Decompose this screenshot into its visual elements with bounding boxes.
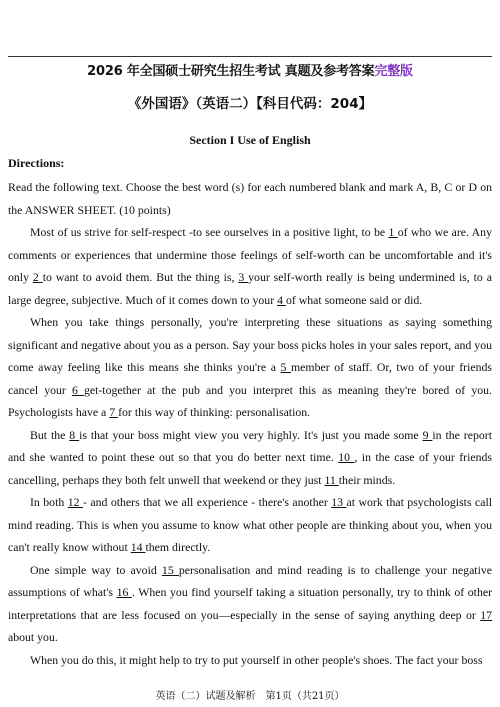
text-run: to want to avoid them. But the thing is, [42,270,239,284]
text-run: Most of us strive for self-respect -to see ourselves in a positive light, to be [30,225,389,239]
blank-17: 17 [480,607,492,622]
blank-1: 1 [388,225,398,239]
text-run: When you take things personally, you're interpreting these situations as saying something significant and negative about you as a person. Say your boss picks holes in your sales report, and you come away feeling like this means she thinks you're a [8,315,492,374]
title-main: 2026 年全国硕士研究生招生考试 真题及参考答案 [87,64,375,79]
text-run: of what someone said or did. [285,292,423,307]
paragraph-5 [8,559,492,649]
blank-9: 9 [422,427,433,442]
text-run: at work that psychologists call mind reading. This is when you assume to know what other people are thinking about you, when you can't really know without [8,495,493,554]
text-run: member of staff. Or, two of your friends cancel your [8,360,492,397]
text-run: , in the case of your friends cancelling, perhaps they both felt unwell that weekend or they just [8,450,492,487]
blank-11: 11 [324,472,339,487]
passage-body [8,176,492,671]
text-run: personalisation and mind reading is to challenge your negative assumptions of what's [8,562,492,599]
blank-7: 7 [109,405,119,419]
paragraph-1 [8,221,492,311]
title-highlight: 完整版 [374,64,413,79]
blank-5: 5 [280,360,291,374]
text-run: them directly. [145,540,211,554]
paragraph-3 [8,424,492,492]
section-title: Section I Use of English [189,133,311,147]
text-run: of who we are. Any comments or experiences that undermine those feelings of self-worth can be uncomfortable and it's only [8,225,492,284]
text-run: get-together at the pub and you interpret this as meaning they're bored of you. Psychologists have a [8,382,492,419]
text-run: their minds. [338,472,396,487]
blank-2: 2 [32,270,43,284]
blank-8: 8 [69,427,80,442]
document-subtitle: 《外国语》（英语二）【科目代码：204】 [127,96,373,112]
text-run: about you. [8,630,58,644]
document-title [0,60,500,79]
paragraph-6: When you do this, it might help to try to put yourself in other people's shoes. The fact your boss [30,652,483,667]
text-run: is that your boss might view you very highly. It's just you made some [79,427,423,442]
text-run: your self-worth really is being undermined is, to a large degree, subjective. Much of it comes down to your [8,270,492,307]
text-run: - and others that we all experience - there's another [82,495,332,509]
blank-3: 3 [238,270,249,284]
paragraph-4 [8,491,492,559]
page-footer: 英语（二）试题及解析 第1页（共21页） [155,691,345,702]
text-run: But the [30,427,70,442]
directions-text: Read the following text. Choose the best word (s) for each numbered blank and mark A, B, C or D on the ANSWER SHEET. (10 points) [8,180,492,217]
blank-12: 12 [67,495,83,509]
text-run: In both [30,495,68,509]
text-run: in the report and she wanted to point these out so that you do better next time. [8,427,492,464]
blank-15: 15 [161,562,179,577]
text-run: for this way of thinking: personalisation. [118,405,311,419]
blank-14: 14 [130,540,146,554]
paragraph-2 [8,311,492,424]
blank-13: 13 [331,495,347,509]
text-run: One simple way to avoid [30,562,162,577]
text-run: . When you find yourself taking a situation personally, try to think of other interpretations that are less focused on you—especially in the sense of saying anything deep or [8,585,493,622]
blank-16: 16 [116,585,132,599]
blank-4: 4 [277,292,286,307]
blank-10: 10 [338,450,355,464]
directions-label: Directions: [8,156,65,170]
header-rule [8,56,492,57]
blank-6: 6 [71,382,84,397]
